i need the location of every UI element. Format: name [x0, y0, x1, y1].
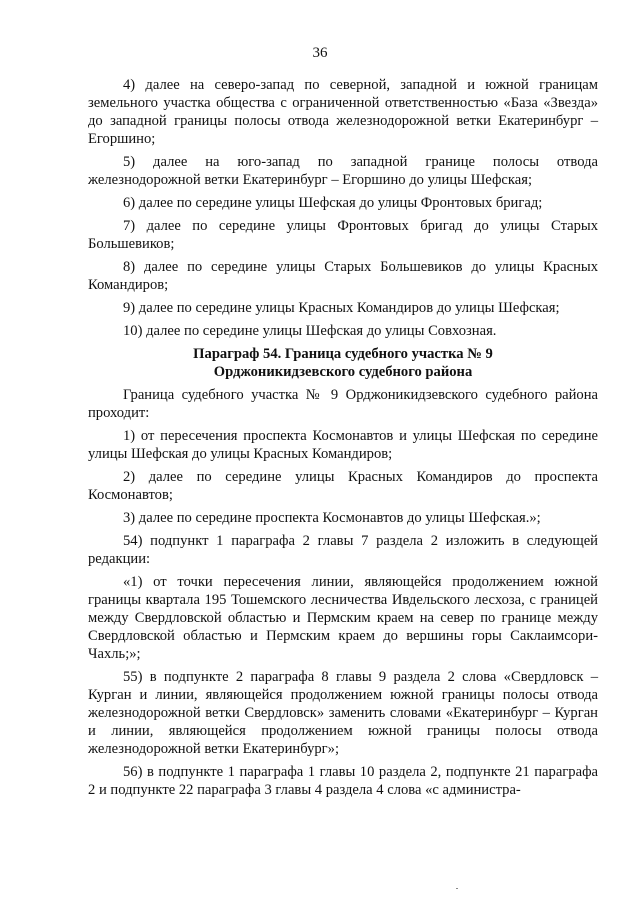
- amendment-55: 55) в подпункте 2 параграфа 8 главы 9 раздела 2 слова «Свердловск – Курган и линии, являющейся продолжением южной границы полосы отвода железнодорожной ветки Свердловск» заменить словами «Екатеринбург – Курган и линии, являющейся продолжением южной границы полосы отвода железнодорожной ветки Екатеринбург»;: [88, 669, 598, 757]
- clause-5: 5) далее на юго-запад по западной границе полосы отвода железнодорожной ветки Екатеринбург – Егоршино до улицы Шефская;: [88, 154, 598, 188]
- amendment-54: 54) подпункт 1 параграфа 2 главы 7 раздела 2 изложить в следующей редакции:: [88, 533, 598, 567]
- clause-8: 8) далее по середине улицы Старых Большевиков до улицы Красных Командиров;: [88, 259, 598, 293]
- amendment-54-text: «1) от точки пересечения линии, являющейся продолжением южной границы квартала 195 Тошемского лесничества Ивдельского лесхоза, с границей между Свердловской областью и Пермским краем на север по границе между Свердловской областью и Пермским краем до вершины горы Саклаимсори-Чахль;»;: [88, 574, 598, 662]
- page-number: 36: [312, 45, 328, 61]
- document-body: [88, 76, 598, 804]
- clause-10: 10) далее по середине улицы Шефская до улицы Совхозная.: [123, 323, 497, 339]
- clause-4: 4) далее на северо-запад по северной, западной и южной границам земельного участка общества с ограниченной ответственностью «База «Звезда» до западной границы полосы отвода железнодорожной ветки Екатеринбург – Егоршино;: [88, 77, 598, 147]
- clause-9: 9) далее по середине улицы Красных Командиров до улицы Шефская;: [123, 300, 560, 316]
- section-heading-line-1: Параграф 54. Граница судебного участка № 9: [193, 346, 493, 362]
- boundary-clause-2: 2) далее по середине улицы Красных Командиров до проспекта Космонавтов;: [88, 469, 598, 503]
- section-heading-line-2: Орджоникидзевского судебного района: [213, 364, 473, 380]
- section-heading: [88, 345, 598, 381]
- boundary-clause-3: 3) далее по середине проспекта Космонавтов до улицы Шефская.»;: [123, 510, 541, 526]
- clause-7: 7) далее по середине улицы Фронтовых бригад до улицы Старых Большевиков;: [88, 218, 598, 252]
- boundary-clause-1: 1) от пересечения проспекта Космонавтов и улицы Шефская по середине улицы Шефская до улицы Красных Командиров;: [88, 428, 598, 462]
- clause-6: 6) далее по середине улицы Шефская до улицы Фронтовых бригад;: [123, 195, 543, 211]
- amendment-56: 56) в подпункте 1 параграфа 1 главы 10 раздела 2, подпункте 21 параграфа 2 и подпункте 22 параграфа 3 главы 4 раздела 4 слова «с администра-: [88, 764, 598, 798]
- boundary-intro: Граница судебного участка № 9 Орджоникидзевского судебного района проходит:: [88, 387, 598, 421]
- scan-speck: [456, 888, 458, 889]
